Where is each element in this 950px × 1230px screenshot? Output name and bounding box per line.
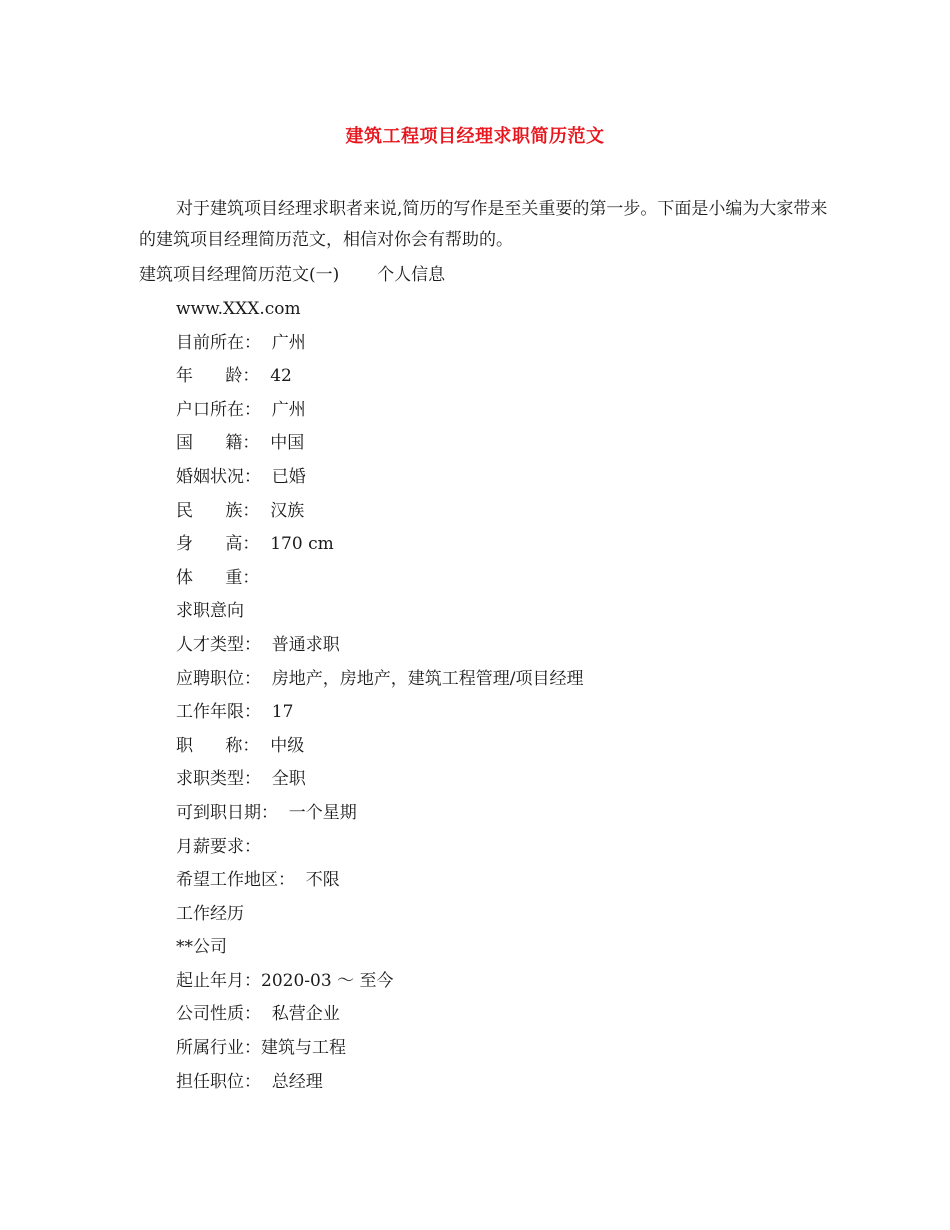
resume-line: 职 称： 中级	[176, 735, 305, 756]
resume-line: 目前所在： 广州	[176, 332, 306, 353]
resume-line: 年 龄： 42	[176, 366, 292, 387]
resume-line: 国 籍： 中国	[176, 433, 305, 454]
section-heading-line	[139, 262, 445, 288]
section-subheading: 个人信息	[377, 265, 446, 285]
resume-line: www.XXX.com	[176, 299, 301, 319]
resume-line: 求职意向	[176, 601, 244, 622]
intro-paragraph: 对于建筑项目经理求职者来说,简历的写作是至关重要的第一步。下面是小编为大家带来的建筑项目经理简历范文，相信对你会有帮助的。	[139, 199, 828, 250]
resume-line: 工作经历	[176, 903, 244, 924]
resume-line: 户口所在： 广州	[176, 399, 306, 420]
resume-line: 月薪要求：	[176, 836, 261, 857]
section-heading: 建筑项目经理简历范文(一)	[139, 265, 340, 285]
resume-line: 担任职位： 总经理	[176, 1071, 323, 1092]
resume-line: 应聘职位： 房地产，房地产，建筑工程管理/项目经理	[176, 668, 584, 689]
resume-line: 人才类型： 普通求职	[176, 634, 340, 655]
resume-line: **公司	[176, 937, 227, 958]
resume-line: 体 重：	[176, 567, 260, 588]
resume-line: 公司性质： 私营企业	[176, 1004, 340, 1025]
document-title: 建筑工程项目经理求职简历范文	[345, 126, 605, 147]
resume-line: 工作年限： 17	[176, 702, 294, 723]
resume-line: 可到职日期： 一个星期	[176, 802, 357, 823]
resume-line: 所属行业：建筑与工程	[176, 1038, 346, 1059]
resume-line: 希望工作地区： 不限	[176, 870, 340, 891]
resume-line: 身 高： 170 cm	[176, 534, 334, 555]
resume-line: 婚姻状况： 已婚	[176, 466, 306, 487]
resume-line: 求职类型： 全职	[176, 769, 306, 790]
resume-line: 民 族： 汉族	[176, 500, 305, 521]
resume-lines	[176, 296, 584, 1102]
resume-line: 起止年月：2020-03 ～ 至今	[176, 970, 394, 991]
